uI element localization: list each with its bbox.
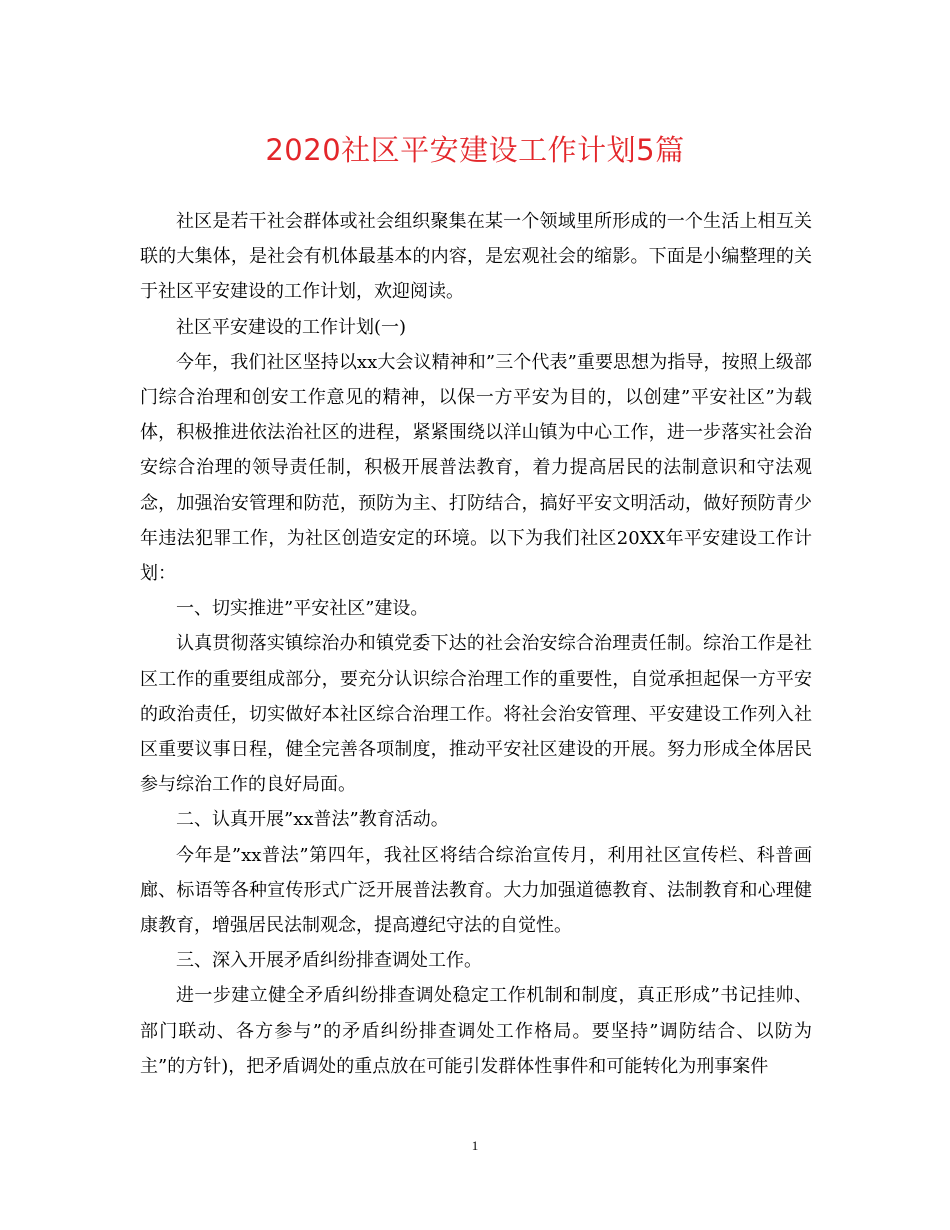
paragraph-section-one-heading: 一、切实推进”平安社区”建设。: [176, 598, 429, 620]
paragraph-section-one-body: 认真贯彻落实镇综治办和镇党委下达的社会治安综合治理责任制。综治工作是社区工作的重要组成部分，要充分认识综合治理工作的重要性，自觉承担起保一方平安的政治责任，切实做好本社区综合治理工作。将社会治安管理、平安建设工作列入社区重要议事日程，健全完善各项制度，推动平安社区建设的开展。努力形成全体居民参与综治工作的良好局面。: [140, 633, 812, 796]
paragraph-plan-overview: 今年，我们社区坚持以xx大会议精神和”三个代表”重要思想为指导，按照上级部门综合治理和创安工作意见的精神，以保一方平安为目的，以创建”平安社区”为载体，积极推进依法治社区的进程，紧紧围绕以洋山镇为中心工作，进一步落实社会治安综合治理的领导责任制，积极开展普法教育，着力提高居民的法制意识和守法观念，加强治安管理和防范，预防为主、打防结合，搞好平安文明活动，做好预防青少年违法犯罪工作，为社区创造安定的环境。以下为我们社区20XX年平安建设工作计划：: [140, 351, 812, 585]
paragraph-section-two-heading: 二、认真开展”xx普法”教育活动。: [176, 809, 449, 831]
page-number: 1: [471, 1138, 479, 1153]
paragraph-section-three-heading: 三、深入开展矛盾纠纷排查调处工作。: [176, 950, 482, 972]
paragraph-section-two-body: 今年是”xx普法”第四年，我社区将结合综治宣传月，利用社区宣传栏、科普画廊、标语等各种宣传形式广泛开展普法教育。大力加强道德教育、法制教育和心理健康教育，增强居民法制观念，提高遵纪守法的自觉性。: [140, 844, 812, 937]
paragraph-plan-heading: 社区平安建设的工作计划(一): [176, 316, 407, 338]
document-body: [140, 204, 812, 1084]
paragraph-section-three-body: 进一步建立健全矛盾纠纷排查调处稳定工作机制和制度，真正形成”书记挂帅、部门联动、各方参与”的矛盾纠纷排查调处工作格局。要坚持”调防结合、以防为主”的方针)，把矛盾调处的重点放在可能引发群体性事件和可能转化为刑事案件: [140, 985, 812, 1077]
document-title: 2020社区平安建设工作计划5篇: [265, 133, 685, 167]
paragraph-intro: 社区是若干社会群体或社会组织聚集在某一个领域里所形成的一个生活上相互关联的大集体，是社会有机体最基本的内容，是宏观社会的缩影。下面是小编整理的关于社区平安建设的工作计划，欢迎阅读。: [140, 211, 812, 303]
